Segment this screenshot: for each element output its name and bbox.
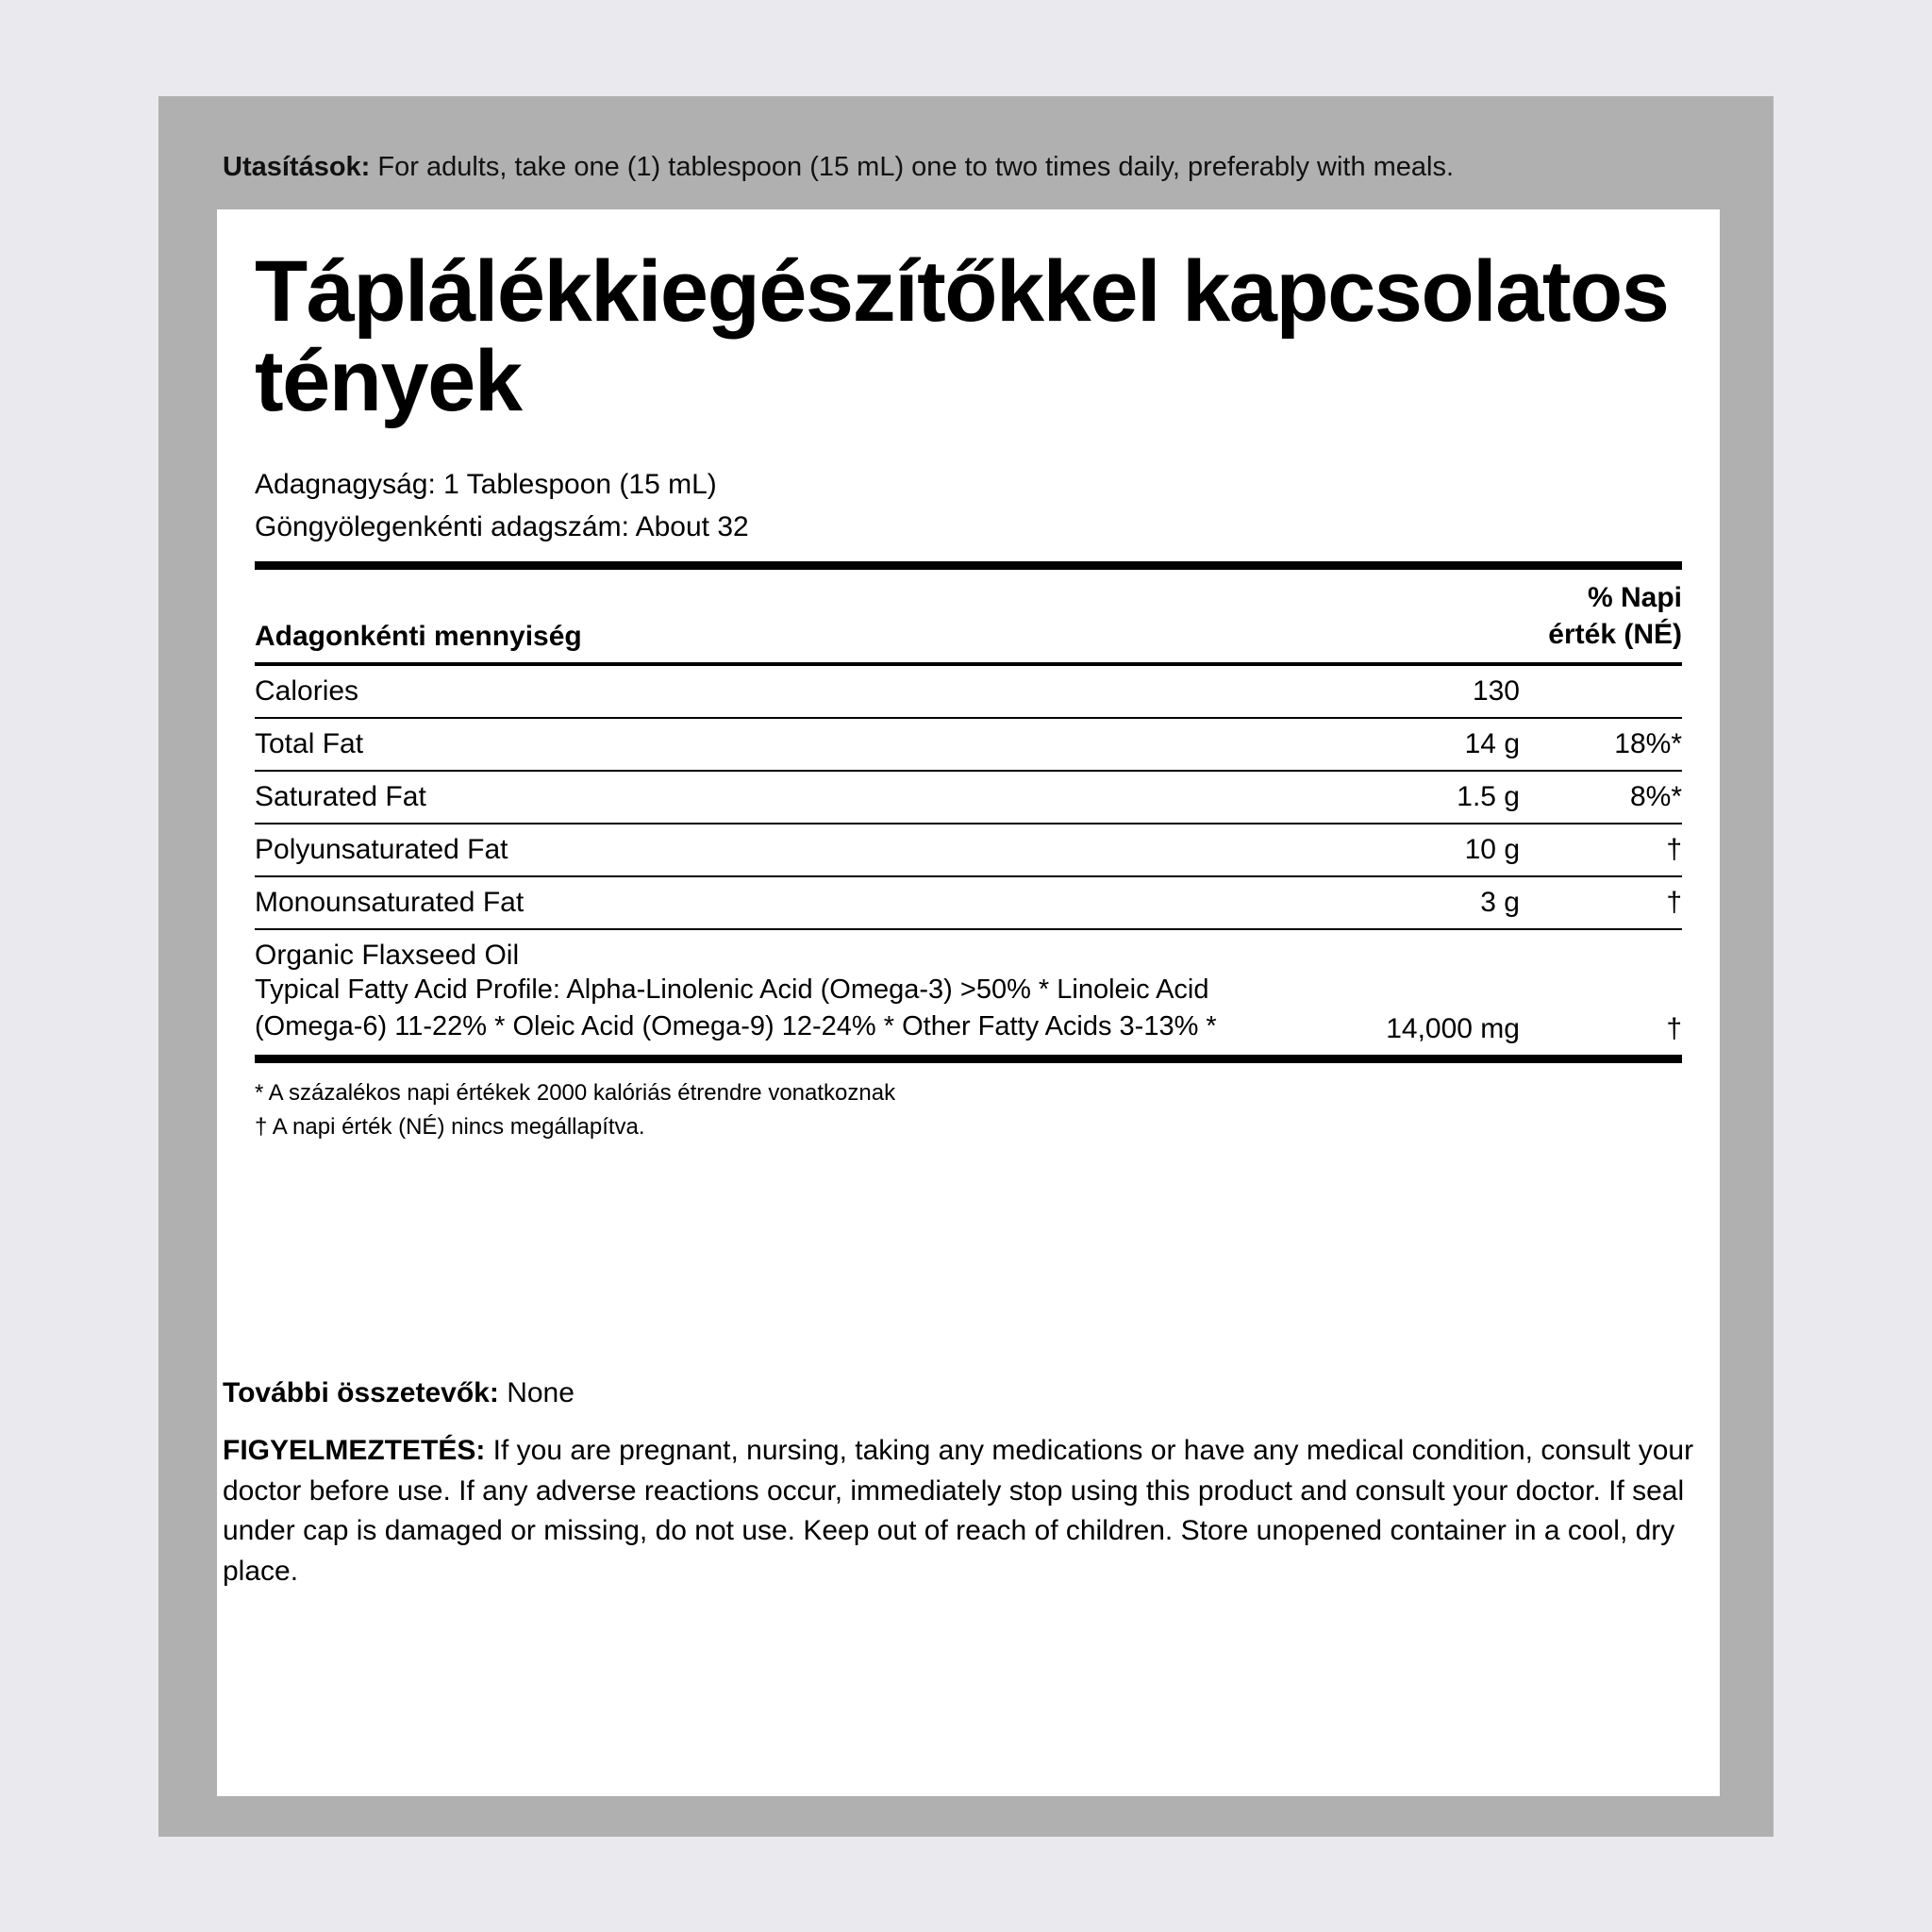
supplement-label-panel xyxy=(158,96,1774,1837)
other-ingredients xyxy=(223,1377,1713,1409)
table-header-row xyxy=(255,570,1682,664)
row-name: Calories xyxy=(255,664,1303,718)
table-row xyxy=(255,718,1682,771)
row-dv: † xyxy=(1541,876,1682,929)
other-ingredients-value: None xyxy=(498,1377,575,1408)
row-amount: 1.5 g xyxy=(1303,771,1541,824)
row-name: Total Fat xyxy=(255,718,1303,771)
footnote-percent: * A százalékos napi értékek 2000 kalóriás étrendre vonatkoznak xyxy=(255,1079,896,1106)
nutrition-table xyxy=(255,570,1682,1055)
oil-dv: † xyxy=(1666,1012,1682,1044)
servings-per-container: Göngyölegenkénti adagszám: About 32 xyxy=(255,511,749,542)
row-amount: 3 g xyxy=(1303,876,1541,929)
table-row xyxy=(255,664,1682,718)
warning-label: FIGYELMEZTETÉS: xyxy=(223,1435,486,1466)
row-name: Monounsaturated Fat xyxy=(255,876,1303,929)
row-name: Polyunsaturated Fat xyxy=(255,824,1303,876)
header-amount-per-serving: Adagonkénti mennyiség xyxy=(255,620,582,652)
row-dv: 8%* xyxy=(1541,771,1682,824)
header-daily-value: % Napi érték (NÉ) xyxy=(1548,581,1682,650)
row-dv xyxy=(1541,664,1682,718)
other-ingredients-label: További összetevők: xyxy=(223,1377,499,1408)
divider-thick-bottom xyxy=(255,1055,1682,1063)
row-name: Saturated Fat xyxy=(255,771,1303,824)
serving-size: Adagnagyság: 1 Tablespoon (15 mL) xyxy=(255,468,717,500)
row-dv: 18%* xyxy=(1541,718,1682,771)
table-row xyxy=(255,824,1682,876)
supplement-facts-title: Táplálékkiegészítőkkel kapcsolatos tények xyxy=(255,243,1669,429)
row-amount: 10 g xyxy=(1303,824,1541,876)
warning-text xyxy=(223,1431,1704,1591)
directions-text xyxy=(223,149,1713,186)
row-amount: 14 g xyxy=(1303,718,1541,771)
footnote-dagger: † A napi érték (NÉ) nincs megállapítva. xyxy=(255,1113,645,1140)
row-amount: 130 xyxy=(1303,664,1541,718)
table-row xyxy=(255,771,1682,824)
oil-amount: 14,000 mg xyxy=(1386,1012,1520,1044)
directions-label: Utasítások: xyxy=(223,152,371,182)
oil-description: Typical Fatty Acid Profile: Alpha-Linolenic Acid (Omega-3) >50% * Linoleic Acid (Omega-6) 11-22% * Oleic Acid (Omega-9) 12-24% * Other Fatty Acids 3-13% * xyxy=(255,974,1217,1041)
divider-thick-top xyxy=(255,561,1682,570)
row-dv: † xyxy=(1541,824,1682,876)
directions-body: For adults, take one (1) tablespoon (15 mL) one to two times daily, preferably with meals. xyxy=(370,152,1455,182)
table-row-flaxseed-oil xyxy=(255,929,1682,1055)
warning-body: If you are pregnant, nursing, taking any medications or have any medical condition, consult your doctor before use. If any adverse reactions occur, immediately stop using this product and consult your doctor. If seal under cap is damaged or missing, do not use. Keep out of reach of children. Store unopened container in a cool, dry place. xyxy=(223,1435,1694,1587)
oil-name: Organic Flaxseed Oil xyxy=(255,939,520,971)
table-row xyxy=(255,876,1682,929)
